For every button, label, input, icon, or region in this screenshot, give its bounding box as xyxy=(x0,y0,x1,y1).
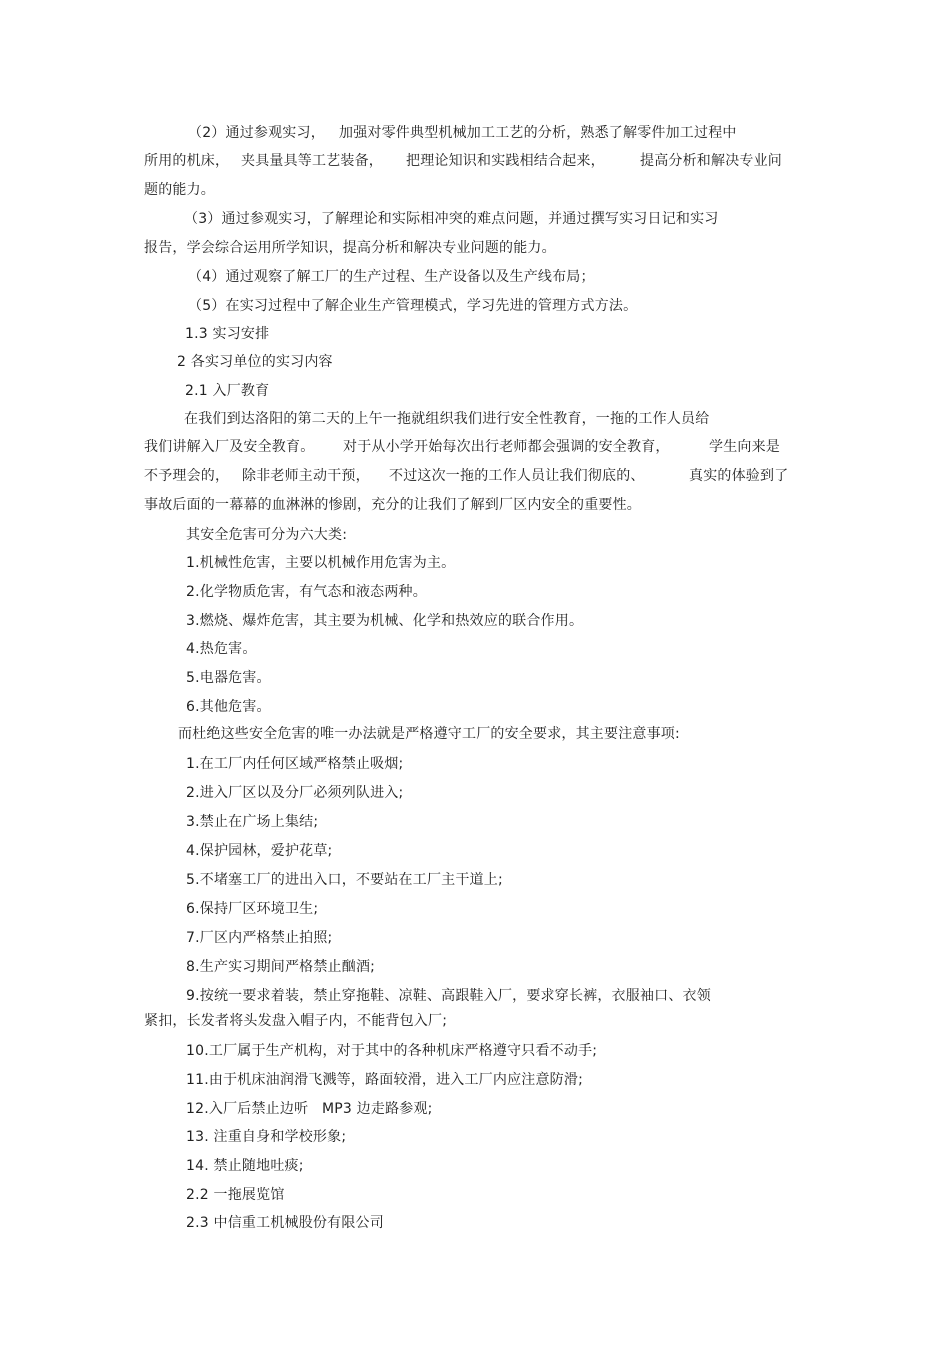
rule-item: 11.由于机床油润滑飞溅等，路面较滑，进入工厂内应注意防滑; xyxy=(186,1072,583,1088)
rule-item: 7.厂区内严格禁止拍照; xyxy=(186,930,333,946)
rule-item: 9.按统一要求着装，禁止穿拖鞋、凉鞋、高跟鞋入厂，要求穿长裤，衣服袖口、衣领 xyxy=(186,988,711,1004)
text-segment: 除非老师主动干预， xyxy=(242,468,370,484)
hazard-item: 2.化学物质危害，有气态和液态两种。 xyxy=(186,584,427,600)
heading-1-3: 1.3 实习安排 xyxy=(185,326,270,342)
rule-item: 6.保持厂区环境卫生; xyxy=(186,901,319,917)
text-segment: 夹具量具等工艺装备， xyxy=(241,153,383,169)
text-segment: 12.入厂后禁止边听 xyxy=(186,1101,309,1117)
hazard-item: 1.机械性危害，主要以机械作用危害为主。 xyxy=(186,555,456,571)
text-segment: 把理论知识和实践相结合起来， xyxy=(406,153,605,169)
text-segment: 学生向来是 xyxy=(709,439,780,455)
rule-item: 8.生产实习期间严格禁止酗酒; xyxy=(186,959,376,975)
text-segment: 我们讲解入厂及安全教育。 xyxy=(144,439,315,455)
text-segment: 对于从小学开始每次出行老师都会强调的安全教育， xyxy=(343,439,670,455)
rule-item-continuation: 紧扣，长发者将头发盘入帽子内，不能背包入厂; xyxy=(144,1013,448,1029)
heading-2: 2 各实习单位的实习内容 xyxy=(177,354,333,370)
rule-item: 13. 注重自身和学校形象; xyxy=(186,1129,347,1145)
rule-item: 10.工厂属于生产机构，对于其中的各种机床严格遵守只看不动手; xyxy=(186,1043,598,1059)
text-segment: MP3 边走路参观; xyxy=(322,1101,433,1117)
text-segment: 所用的机床， xyxy=(144,153,230,169)
heading-2-3: 2.3 中信重工机械股份有限公司 xyxy=(186,1215,384,1231)
objective-3-line-1: （3）通过参观实习，了解理论和实际相冲突的难点问题，并通过撰写实习日记和实习 xyxy=(184,211,719,227)
heading-2-2: 2.2 一拖展览馆 xyxy=(186,1187,285,1203)
hazard-item: 3.燃烧、爆炸危害，其主要为机械、化学和热效应的联合作用。 xyxy=(186,613,584,629)
rule-item: 5.不堵塞工厂的进出入口，不要站在工厂主干道上; xyxy=(186,872,503,888)
text-segment: 不过这次一拖的工作人员让我们彻底的、 xyxy=(389,468,645,484)
rule-item: 1.在工厂内任何区域严格禁止吸烟; xyxy=(186,756,404,772)
rule-item: 4.保护园林，爱护花草; xyxy=(186,843,333,859)
rule-item: 2.进入厂区以及分厂必须列队进入; xyxy=(186,785,404,801)
hazard-item: 5.电器危害。 xyxy=(186,670,271,686)
intro-line-1: 在我们到达洛阳的第二天的上午一拖就组织我们进行安全性教育，一拖的工作人员给 xyxy=(184,411,710,427)
heading-2-1: 2.1 入厂教育 xyxy=(185,383,270,399)
text-segment: 加强对零件典型机械加工工艺的分析，熟悉了解零件加工过程中 xyxy=(339,125,737,141)
text-segment: （2）通过参观实习， xyxy=(188,125,325,141)
objective-5: （5）在实习过程中了解企业生产管理模式，学习先进的管理方式方法。 xyxy=(188,298,638,314)
rule-item: 14. 禁止随地吐痰; xyxy=(186,1158,304,1174)
hazards-intro: 其安全危害可分为六大类: xyxy=(186,527,348,543)
hazard-item: 4.热危害。 xyxy=(186,641,257,657)
text-segment: 不予理会的， xyxy=(144,468,230,484)
text-segment: 真实的体验到了 xyxy=(689,468,789,484)
rules-intro: 而杜绝这些安全危害的唯一办法就是严格遵守工厂的安全要求，其主要注意事项: xyxy=(178,726,680,742)
rule-item: 3.禁止在广场上集结; xyxy=(186,814,319,830)
objective-4: （4）通过观察了解工厂的生产过程、生产设备以及生产线布局； xyxy=(188,269,595,285)
objective-2-line-3: 题的能力。 xyxy=(144,182,215,198)
text-segment: 提高分析和解决专业问 xyxy=(640,153,782,169)
hazard-item: 6.其他危害。 xyxy=(186,699,271,715)
intro-line-4: 事故后面的一幕幕的血淋淋的惨剧，充分的让我们了解到厂区内安全的重要性。 xyxy=(144,497,641,513)
objective-3-line-2: 报告，学会综合运用所学知识，提高分析和解决专业问题的能力。 xyxy=(144,240,556,256)
